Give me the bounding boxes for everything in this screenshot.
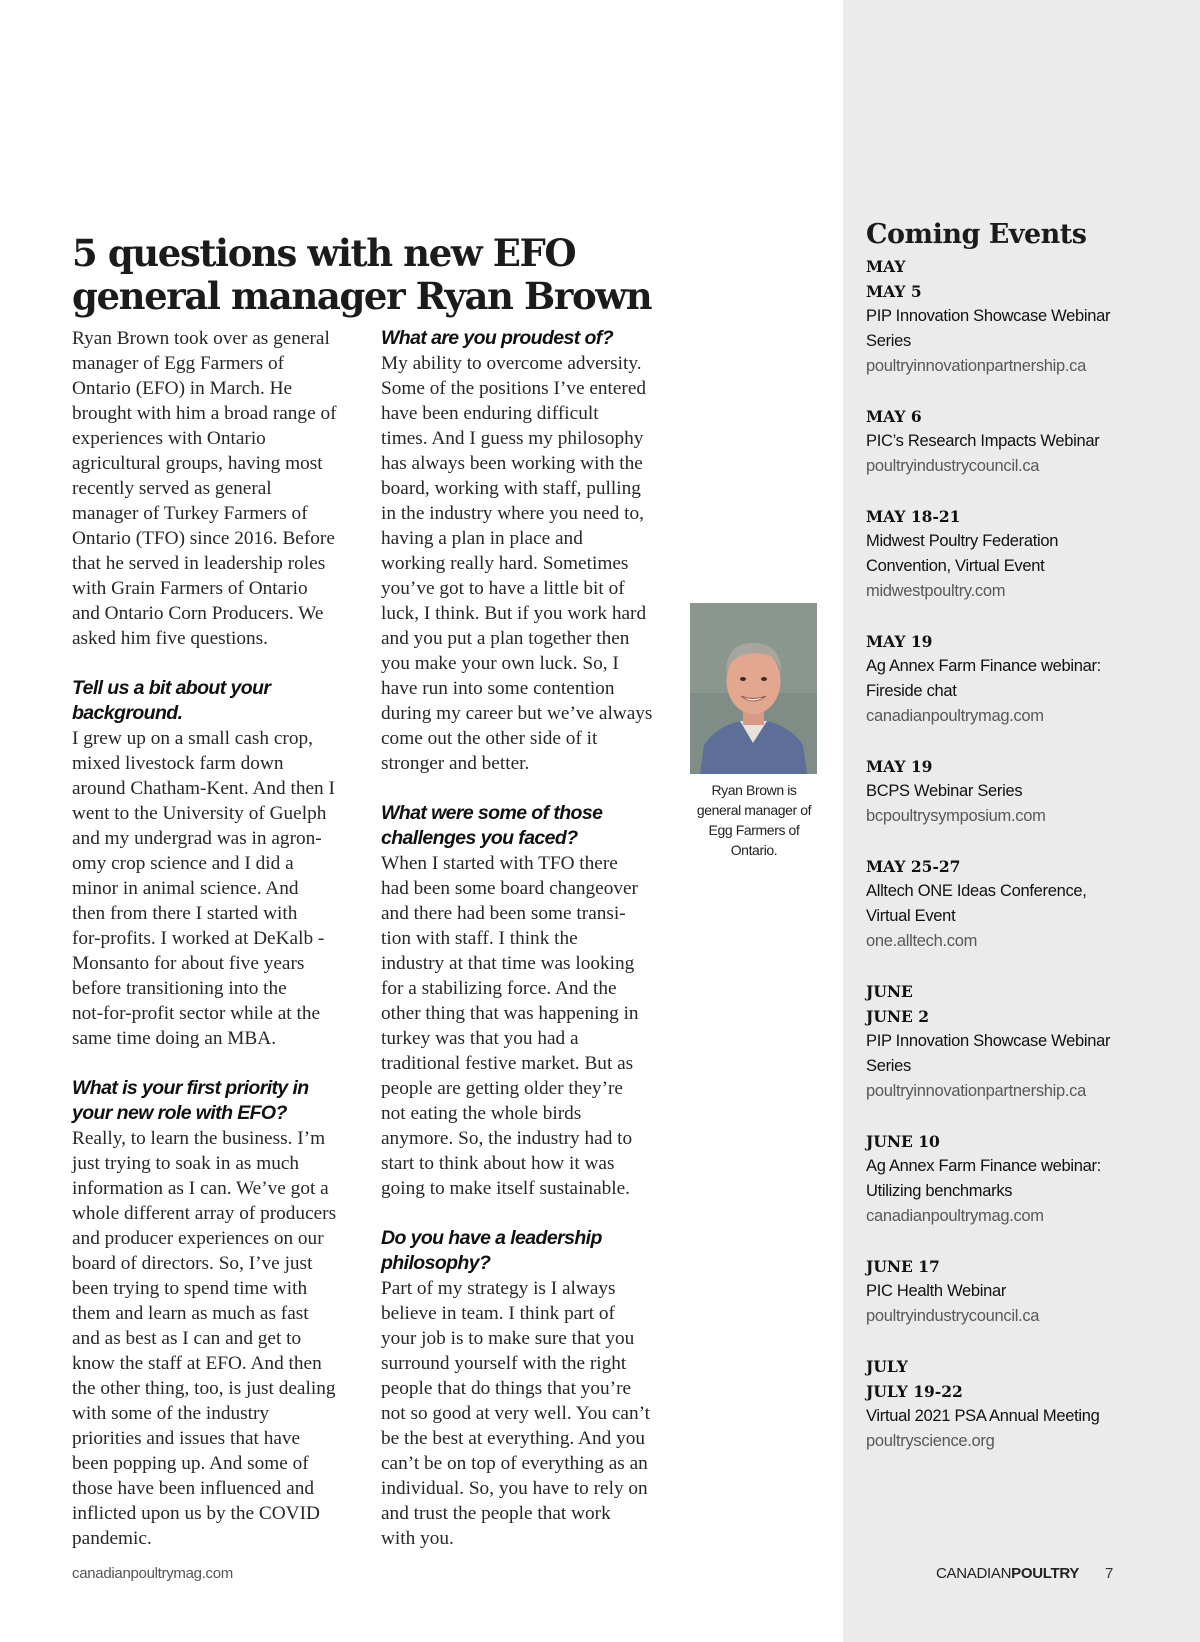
text-line: and trust the people that work xyxy=(381,1503,611,1524)
event-name: Convention, Virtual Event xyxy=(866,557,1045,575)
brand-bold: POULTRY xyxy=(1011,1565,1080,1582)
footer-brand xyxy=(936,1564,1113,1584)
text-line: that he served in leadership roles xyxy=(72,553,326,574)
text-line: traditional festive market. But as xyxy=(381,1053,634,1074)
event-link[interactable]: poultryindustrycouncil.ca xyxy=(866,457,1040,475)
portrait-illustration xyxy=(690,603,817,774)
text-line: and producer experiences on our xyxy=(72,1228,324,1249)
event-link[interactable]: poultryinnovationpartnership.ca xyxy=(866,357,1087,375)
text-line: Ontario. xyxy=(730,842,778,858)
text-line: I grew up on a small cash crop, xyxy=(72,728,313,749)
text-line: be the best at everything. And you xyxy=(381,1428,645,1449)
text-line: board of directors. So, I’ve just xyxy=(72,1253,313,1274)
text-line: with you. xyxy=(381,1528,454,1549)
question-4 xyxy=(381,801,681,851)
event-link[interactable]: poultryindustrycouncil.ca xyxy=(866,1307,1040,1325)
text-line: Some of the positions I’ve entered xyxy=(381,378,647,399)
text-line: tion with staff. I think the xyxy=(381,928,578,949)
text-line: What are you proudest of? xyxy=(381,327,614,349)
event-name: Ag Annex Farm Finance webinar: xyxy=(866,1157,1101,1175)
text-line: with some of the industry xyxy=(72,1403,270,1424)
text-line: and as best as I can and get to xyxy=(72,1328,302,1349)
event-name: PIC Health Webinar xyxy=(866,1282,1007,1300)
event-item xyxy=(866,504,1186,604)
event-name: Fireside chat xyxy=(866,682,957,700)
event-link[interactable]: canadianpoultrymag.com xyxy=(866,1207,1044,1225)
coming-events xyxy=(866,216,1186,1479)
text-line: for-profits. I worked at DeKalb - xyxy=(72,928,325,949)
text-line: same time doing an MBA. xyxy=(72,1028,277,1049)
text-line: What were some of those xyxy=(381,802,603,824)
page-number: 7 xyxy=(1105,1565,1114,1582)
text-line: manager of Turkey Farmers of xyxy=(72,503,308,524)
text-line: them and learn as much as fast xyxy=(72,1303,309,1324)
event-link[interactable]: bcpoultrysymposium.com xyxy=(866,807,1046,825)
text-line: Ryan Brown took over as general xyxy=(72,328,330,349)
text-line: Really, to learn the business. I’m xyxy=(72,1128,326,1149)
answer-4 xyxy=(381,851,681,1201)
headline-line-1: 5 questions with new EFO xyxy=(72,231,576,275)
text-line: during my career but we’ve always xyxy=(381,703,653,724)
question-3 xyxy=(381,326,681,351)
event-name: PIP Innovation Showcase Webinar xyxy=(866,1032,1111,1050)
text-line: Tell us a bit about your xyxy=(72,677,271,699)
text-line: then from there I started with xyxy=(72,903,298,924)
text-line: Do you have a leadership xyxy=(381,1227,602,1249)
brand-light: CANADIAN xyxy=(936,1565,1012,1582)
event-date: JUNE 2 xyxy=(866,1007,930,1026)
event-item xyxy=(866,404,1186,479)
text-line: know the staff at EFO. And then xyxy=(72,1353,322,1374)
event-link[interactable]: midwestpoultry.com xyxy=(866,582,1006,600)
text-line: and Ontario Corn Producers. We xyxy=(72,603,324,624)
event-month: JULY xyxy=(866,1357,908,1376)
text-line: minor in animal science. And xyxy=(72,878,299,899)
text-line: philosophy? xyxy=(381,1252,491,1274)
event-name: Series xyxy=(866,1057,911,1075)
event-link[interactable]: canadianpoultrymag.com xyxy=(866,707,1044,725)
text-line: general manager of xyxy=(696,802,812,818)
answer-1 xyxy=(72,726,372,1051)
article-headline xyxy=(72,232,692,318)
question-1 xyxy=(72,676,372,726)
text-line: start to think about how it was xyxy=(381,1153,615,1174)
text-line: had been some board changeover xyxy=(381,878,638,899)
text-line: Ontario (EFO) in March. He xyxy=(72,378,293,399)
text-line: information as I can. We’ve got a xyxy=(72,1178,329,1199)
portrait-photo xyxy=(690,603,817,774)
text-line: industry at that time was looking xyxy=(381,953,635,974)
article-column-2 xyxy=(381,326,681,1551)
text-line: agricultural groups, having most xyxy=(72,453,323,474)
event-name: Ag Annex Farm Finance webinar: xyxy=(866,657,1101,675)
text-line: for a stabilizing force. And the xyxy=(381,978,617,999)
text-line: whole different array of producers xyxy=(72,1203,337,1224)
text-line: What is your first priority in xyxy=(72,1077,309,1099)
text-line: you make your own luck. So, I xyxy=(381,653,619,674)
event-name: Virtual Event xyxy=(866,907,956,925)
event-link[interactable]: poultryinnovationpartnership.ca xyxy=(866,1082,1087,1100)
text-line: can’t be on top of everything as an xyxy=(381,1453,648,1474)
event-item xyxy=(866,854,1186,954)
text-line: people are getting older they’re xyxy=(381,1078,623,1099)
text-line: just trying to soak in as much xyxy=(72,1153,300,1174)
event-item xyxy=(866,1254,1186,1329)
text-line: people that do things that you’re xyxy=(381,1378,632,1399)
event-month: MAY xyxy=(866,257,906,276)
text-line: in the industry where you need to, xyxy=(381,503,644,524)
text-line: believe in team. I think part of xyxy=(381,1303,615,1324)
text-line: not-for-profit sector while at the xyxy=(72,1003,321,1024)
text-line: My ability to overcome adversity. xyxy=(381,353,642,374)
text-line: experiences with Ontario xyxy=(72,428,266,449)
event-item xyxy=(866,279,1186,379)
text-line: board, working with staff, pulling xyxy=(381,478,641,499)
event-name: BCPS Webinar Series xyxy=(866,782,1023,800)
event-date: JULY 19-22 xyxy=(866,1382,963,1401)
event-name: Series xyxy=(866,332,911,350)
event-date: MAY 18-21 xyxy=(866,507,961,526)
answer-2 xyxy=(72,1126,372,1551)
text-line: background. xyxy=(72,702,183,724)
text-line: your new role with EFO? xyxy=(72,1102,287,1124)
event-date: MAY 19 xyxy=(866,757,933,776)
event-date: JUNE 10 xyxy=(866,1132,940,1151)
article-intro xyxy=(72,326,372,651)
text-line: When I started with TFO there xyxy=(381,853,618,874)
event-name: Alltech ONE Ideas Conference, xyxy=(866,882,1087,900)
answer-5 xyxy=(381,1276,681,1551)
text-line: mixed livestock farm down xyxy=(72,753,284,774)
text-line: been popping up. And some of xyxy=(72,1453,309,1474)
text-line: not so good at very well. You can’t xyxy=(381,1403,651,1424)
text-line: have run into some contention xyxy=(381,678,615,699)
text-line: turkey was that you had a xyxy=(381,1028,579,1049)
text-line: challenges you faced? xyxy=(381,827,578,849)
event-name: PIP Innovation Showcase Webinar xyxy=(866,307,1111,325)
text-line: with Grain Farmers of Ontario xyxy=(72,578,308,599)
text-line: having a plan in place and xyxy=(381,528,583,549)
text-line: asked him five questions. xyxy=(72,628,268,649)
event-item xyxy=(866,1129,1186,1229)
text-line: surround yourself with the right xyxy=(381,1353,627,1374)
event-date: MAY 6 xyxy=(866,407,922,426)
text-line: going to make itself sustainable. xyxy=(381,1178,630,1199)
text-line: anymore. So, the industry had to xyxy=(381,1128,633,1149)
text-line: priorities and issues that have xyxy=(72,1428,301,1449)
text-line: Monsanto for about five years xyxy=(72,953,305,974)
text-line: individual. So, you have to rely on xyxy=(381,1478,648,1499)
text-line: around Chatham-Kent. And then I xyxy=(72,778,335,799)
event-date: MAY 5 xyxy=(866,282,922,301)
event-link[interactable]: one.alltech.com xyxy=(866,932,978,950)
event-item xyxy=(866,1004,1186,1104)
text-line: those have been influenced and xyxy=(72,1478,314,1499)
event-name: Virtual 2021 PSA Annual Meeting xyxy=(866,1407,1100,1425)
text-line: your job is to make sure that you xyxy=(381,1328,635,1349)
text-line: and there had been some transi- xyxy=(381,903,626,924)
text-line: pandemic. xyxy=(72,1528,152,1549)
text-line: inflicted upon us by the COVID xyxy=(72,1503,320,1524)
text-line: Ryan Brown is xyxy=(711,782,797,798)
event-month: JUNE xyxy=(866,982,913,1001)
text-line: brought with him a broad range of xyxy=(72,403,337,424)
text-line: Part of my strategy is I always xyxy=(381,1278,616,1299)
text-line: manager of Egg Farmers of xyxy=(72,353,285,374)
text-line: luck, I think. But if you work hard xyxy=(381,603,647,624)
event-date: JUNE 17 xyxy=(866,1257,940,1276)
text-line: other thing that was happening in xyxy=(381,1003,639,1024)
events-title: Coming Events xyxy=(866,219,1087,250)
event-date: MAY 19 xyxy=(866,632,933,651)
text-line: come out the other side of it xyxy=(381,728,598,749)
footer-website: canadianpoultrymag.com xyxy=(72,1565,233,1582)
answer-3 xyxy=(381,351,681,776)
event-link[interactable]: poultryscience.org xyxy=(866,1432,995,1450)
text-line: omy crop science and I did a xyxy=(72,853,294,874)
question-5 xyxy=(381,1226,681,1276)
photo-caption xyxy=(686,780,822,860)
text-line: Egg Farmers of xyxy=(708,822,800,838)
event-name: Utilizing benchmarks xyxy=(866,1182,1013,1200)
text-line: you’ve got to have a little bit of xyxy=(381,578,625,599)
text-line: have been enduring difficult xyxy=(381,403,599,424)
text-line: Ontario (TFO) since 2016. Before xyxy=(72,528,335,549)
text-line: and my undergrad was in agron- xyxy=(72,828,322,849)
text-line: been trying to spend time with xyxy=(72,1278,308,1299)
text-line: went to the University of Guelph xyxy=(72,803,327,824)
text-line: before transitioning into the xyxy=(72,978,287,999)
event-name: Midwest Poultry Federation xyxy=(866,532,1059,550)
event-name: PIC’s Research Impacts Webinar xyxy=(866,432,1100,450)
text-line: times. And I guess my philosophy xyxy=(381,428,644,449)
event-item xyxy=(866,629,1186,729)
event-date: MAY 25-27 xyxy=(866,857,961,876)
events-list xyxy=(866,254,1186,1454)
text-line: not eating the whole birds xyxy=(381,1103,582,1124)
text-line: and you put a plan together then xyxy=(381,628,630,649)
text-line: stronger and better. xyxy=(381,753,530,774)
question-2 xyxy=(72,1076,372,1126)
text-line: the other thing, too, is just dealing xyxy=(72,1378,336,1399)
text-line: recently served as general xyxy=(72,478,272,499)
headline-line-2: general manager Ryan Brown xyxy=(72,274,652,318)
event-item xyxy=(866,754,1186,829)
article-column-1 xyxy=(72,326,372,1551)
event-item xyxy=(866,1379,1186,1454)
text-line: has always been working with the xyxy=(381,453,643,474)
text-line: working really hard. Sometimes xyxy=(381,553,629,574)
